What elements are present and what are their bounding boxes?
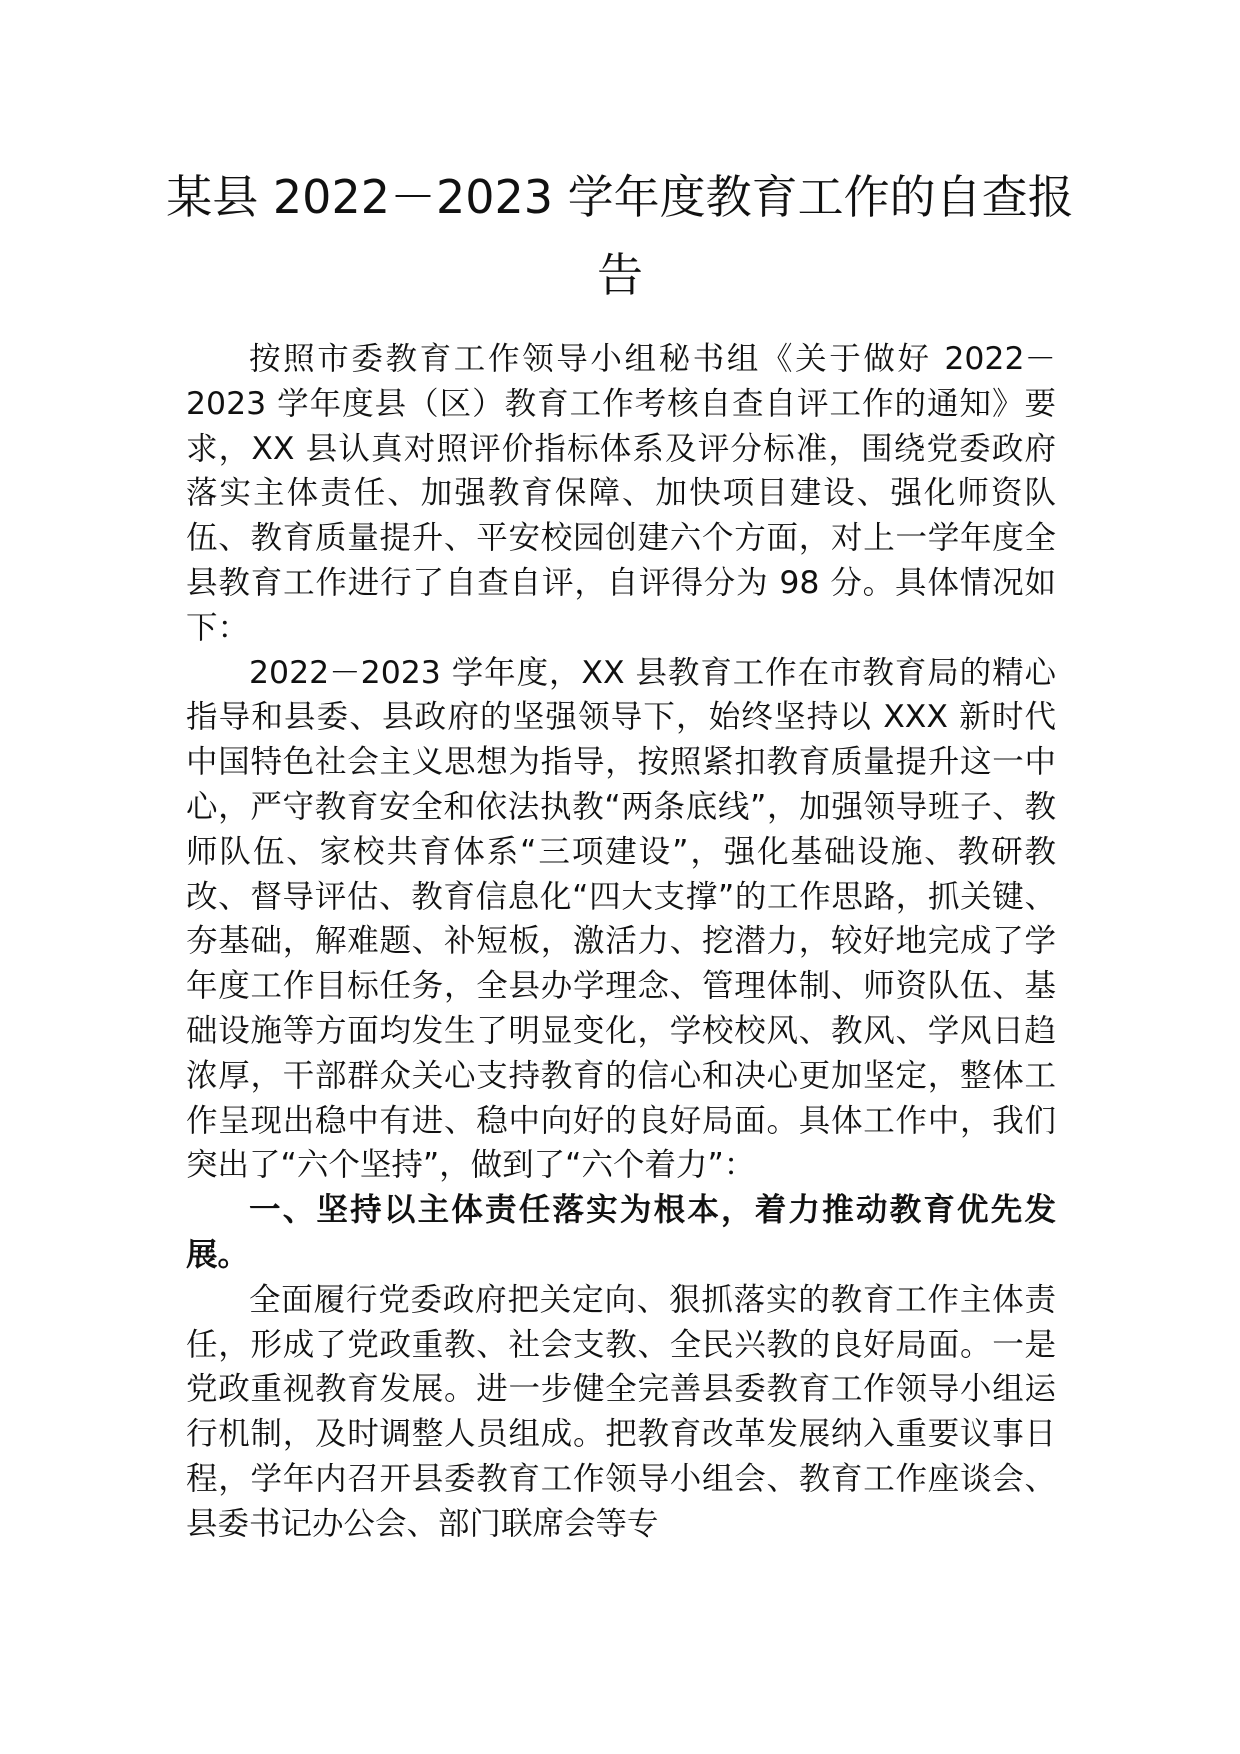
document-body [186, 337, 1056, 1547]
paragraph-intro: 按照市委教育工作领导小组秘书组《关于做好 2022－2023 学年度县（区）教育工作考核自查自评工作的通知》要求，XX 县认真对照评价指标体系及评分标准，围绕党委政府落实主体责任、加强教育保障、加快项目建设、强化师资队伍、教育质量提升、平安校园创建六个方面，对上一学年度全县教育工作进行了自查自评，自评得分为 98 分。具体情况如下： [186, 341, 1056, 646]
section-heading-1: 一、坚持以主体责任落实为根本，着力推动教育优先发展。 [186, 1192, 1056, 1273]
paragraph-overview: 2022－2023 学年度，XX 县教育工作在市教育局的精心指导和县委、县政府的坚强领导下，始终坚持以 XXX 新时代中国特色社会主义思想为指导，按照紧扣教育质量提升这一中心，严守教育安全和依法执教“两条底线”，加强领导班子、教师队伍、家校共育体系“三项建设”，强化基础设施、教研教改、督导评估、教育信息化“四大支撑”的工作思路，抓关键、夯基础，解难题、补短板，激活力、挖潜力，较好地完成了学年度工作目标任务，全县办学理念、管理体制、师资队伍、基础设施等方面均发生了明显变化，学校校风、教风、学风日趋浓厚，干部群众关心支持教育的信心和决心更加坚定，整体工作呈现出稳中有进、稳中向好的良好局面。具体工作中，我们突出了“六个坚持”，做到了“六个着力”： [186, 654, 1056, 1184]
paragraph-section-1: 全面履行党委政府把关定向、狠抓落实的教育工作主体责任，形成了党政重教、社会支教、全民兴教的良好局面。一是党政重视教育发展。进一步健全完善县委教育工作领导小组运行机制，及时调整人员组成。把教育改革发展纳入重要议事日程，学年内召开县委教育工作领导小组会、教育工作座谈会、县委书记办公会、部门联席会等专 [186, 1281, 1056, 1542]
document-title: 某县 2022－2023 学年度教育工作的自查报告 [166, 170, 1074, 302]
